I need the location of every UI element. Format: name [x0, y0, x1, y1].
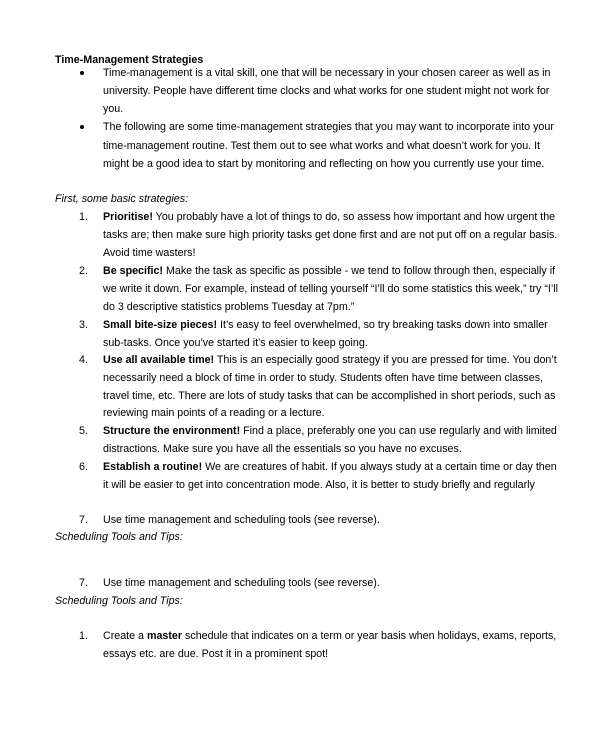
strategy-2-line-3: do 3 descriptive statistics problems Tuesday at 7pm.” [103, 301, 355, 313]
strategy-4-line-1 [103, 353, 557, 367]
strategy-6-line-1 [103, 460, 557, 474]
tool-1-line-1 [103, 629, 556, 643]
list-number: 5. [79, 425, 88, 437]
list-number: 1. [79, 211, 88, 223]
list-number: 3. [79, 319, 88, 331]
list-number: 6. [79, 461, 88, 473]
strategy-2-line-1 [103, 264, 555, 278]
bullet-1-line-2: university. People have different time clocks and what works for one student might not work for [103, 85, 550, 97]
strategy-5-line-2: distractions. Make sure you have all the essentials so you have no excuses. [103, 443, 462, 455]
tool-1-text-after: schedule that indicates on a term or year basis when holidays, exams, reports, [182, 630, 557, 642]
strategy-4-line-4: reviewing main points of a reading or a lecture. [103, 407, 325, 419]
bullet-1-line-1: Time-management is a vital skill, one that will be necessary in your chosen career as well as in [103, 67, 551, 79]
tool-1-text-before: Create a [103, 630, 147, 642]
strategy-1-text: You probably have a lot of things to do, so assess how important and how urgent the [152, 211, 556, 223]
strategy-2-heading: Be specific! [103, 265, 163, 277]
bullet-2-line-2: time-management routine. Test them out to see what works and what doesn’t work for you. It [103, 140, 541, 152]
strategy-6-text: We are creatures of habit. If you always study at a certain time or day then [202, 461, 557, 473]
strategy-5-line-1 [103, 424, 557, 438]
bullet-2-line-1: The following are some time-management strategies that you may want to incorporate into your [103, 121, 554, 133]
bullet-2-line-3: might be a good idea to start by monitoring and reflecting on how you currently use your time. [103, 158, 545, 170]
strategy-4-line-2: necessarily need a block of time in order to study. Students often have time between classes, [103, 372, 544, 384]
strategy-7-text: Use time management and scheduling tools (see reverse). [103, 514, 380, 526]
strategy-3-heading: Small bite-size pieces! [103, 319, 218, 331]
list-number: 1. [79, 630, 88, 642]
strategy-1-heading: Prioritise! [103, 211, 153, 223]
list-number: 7. [79, 514, 88, 526]
list-number: 4. [79, 354, 88, 366]
scheduling-heading-repeat: Scheduling Tools and Tips: [55, 595, 183, 607]
strategy-2-text: Make the task as specific as possible - we tend to follow through then, especially if [163, 265, 556, 277]
strategy-1-line-1 [103, 210, 555, 224]
strategy-5-heading: Structure the environment! [103, 425, 241, 437]
strategy-1-line-2: tasks are; then make sure high priority tasks get done first and are not put off on a regular basis. [103, 229, 558, 241]
page-title: Time-Management Strategies [55, 54, 204, 66]
tool-1-line-2: essays etc. are due. Post it in a prominent spot! [103, 648, 329, 660]
strategy-2-line-2: we write it down. For example, instead of telling yourself “I’ll do some statistics this week,” try “I’ll [103, 283, 558, 295]
bullet-marker [79, 66, 87, 80]
strategies-intro: First, some basic strategies: [55, 193, 189, 205]
strategy-3-text: It’s easy to feel overwhelmed, so try breaking tasks down into smaller [217, 319, 548, 331]
scheduling-heading: Scheduling Tools and Tips: [55, 531, 183, 543]
bullet-1-line-3: you. [103, 103, 124, 115]
strategy-5-text: Find a place, preferably one you can use regularly and with limited [240, 425, 557, 437]
bullet-marker [79, 120, 87, 134]
tool-1-bold: master [146, 630, 183, 642]
strategy-6-line-2: it will be easier to get into concentration mode. Also, it is better to study briefly and regularly [103, 479, 535, 491]
strategy-7-text-repeat: Use time management and scheduling tools (see reverse). [103, 577, 380, 589]
strategy-3-line-2: sub-tasks. Once you’ve started it’s easier to keep going. [103, 337, 368, 349]
strategy-6-heading: Establish a routine! [103, 461, 203, 473]
strategy-4-text: This is an especially good strategy if you are pressed for time. You don’t [214, 354, 557, 366]
list-number: 2. [79, 265, 88, 277]
strategy-4-heading: Use all available time! [103, 354, 215, 366]
strategy-4-line-3: travel time, etc. There are lots of study tasks that can be accomplished in short periods, such as [103, 390, 556, 402]
strategy-3-line-1 [103, 318, 548, 332]
list-number: 7. [79, 577, 88, 589]
strategy-1-line-3: Avoid time wasters! [103, 247, 196, 259]
